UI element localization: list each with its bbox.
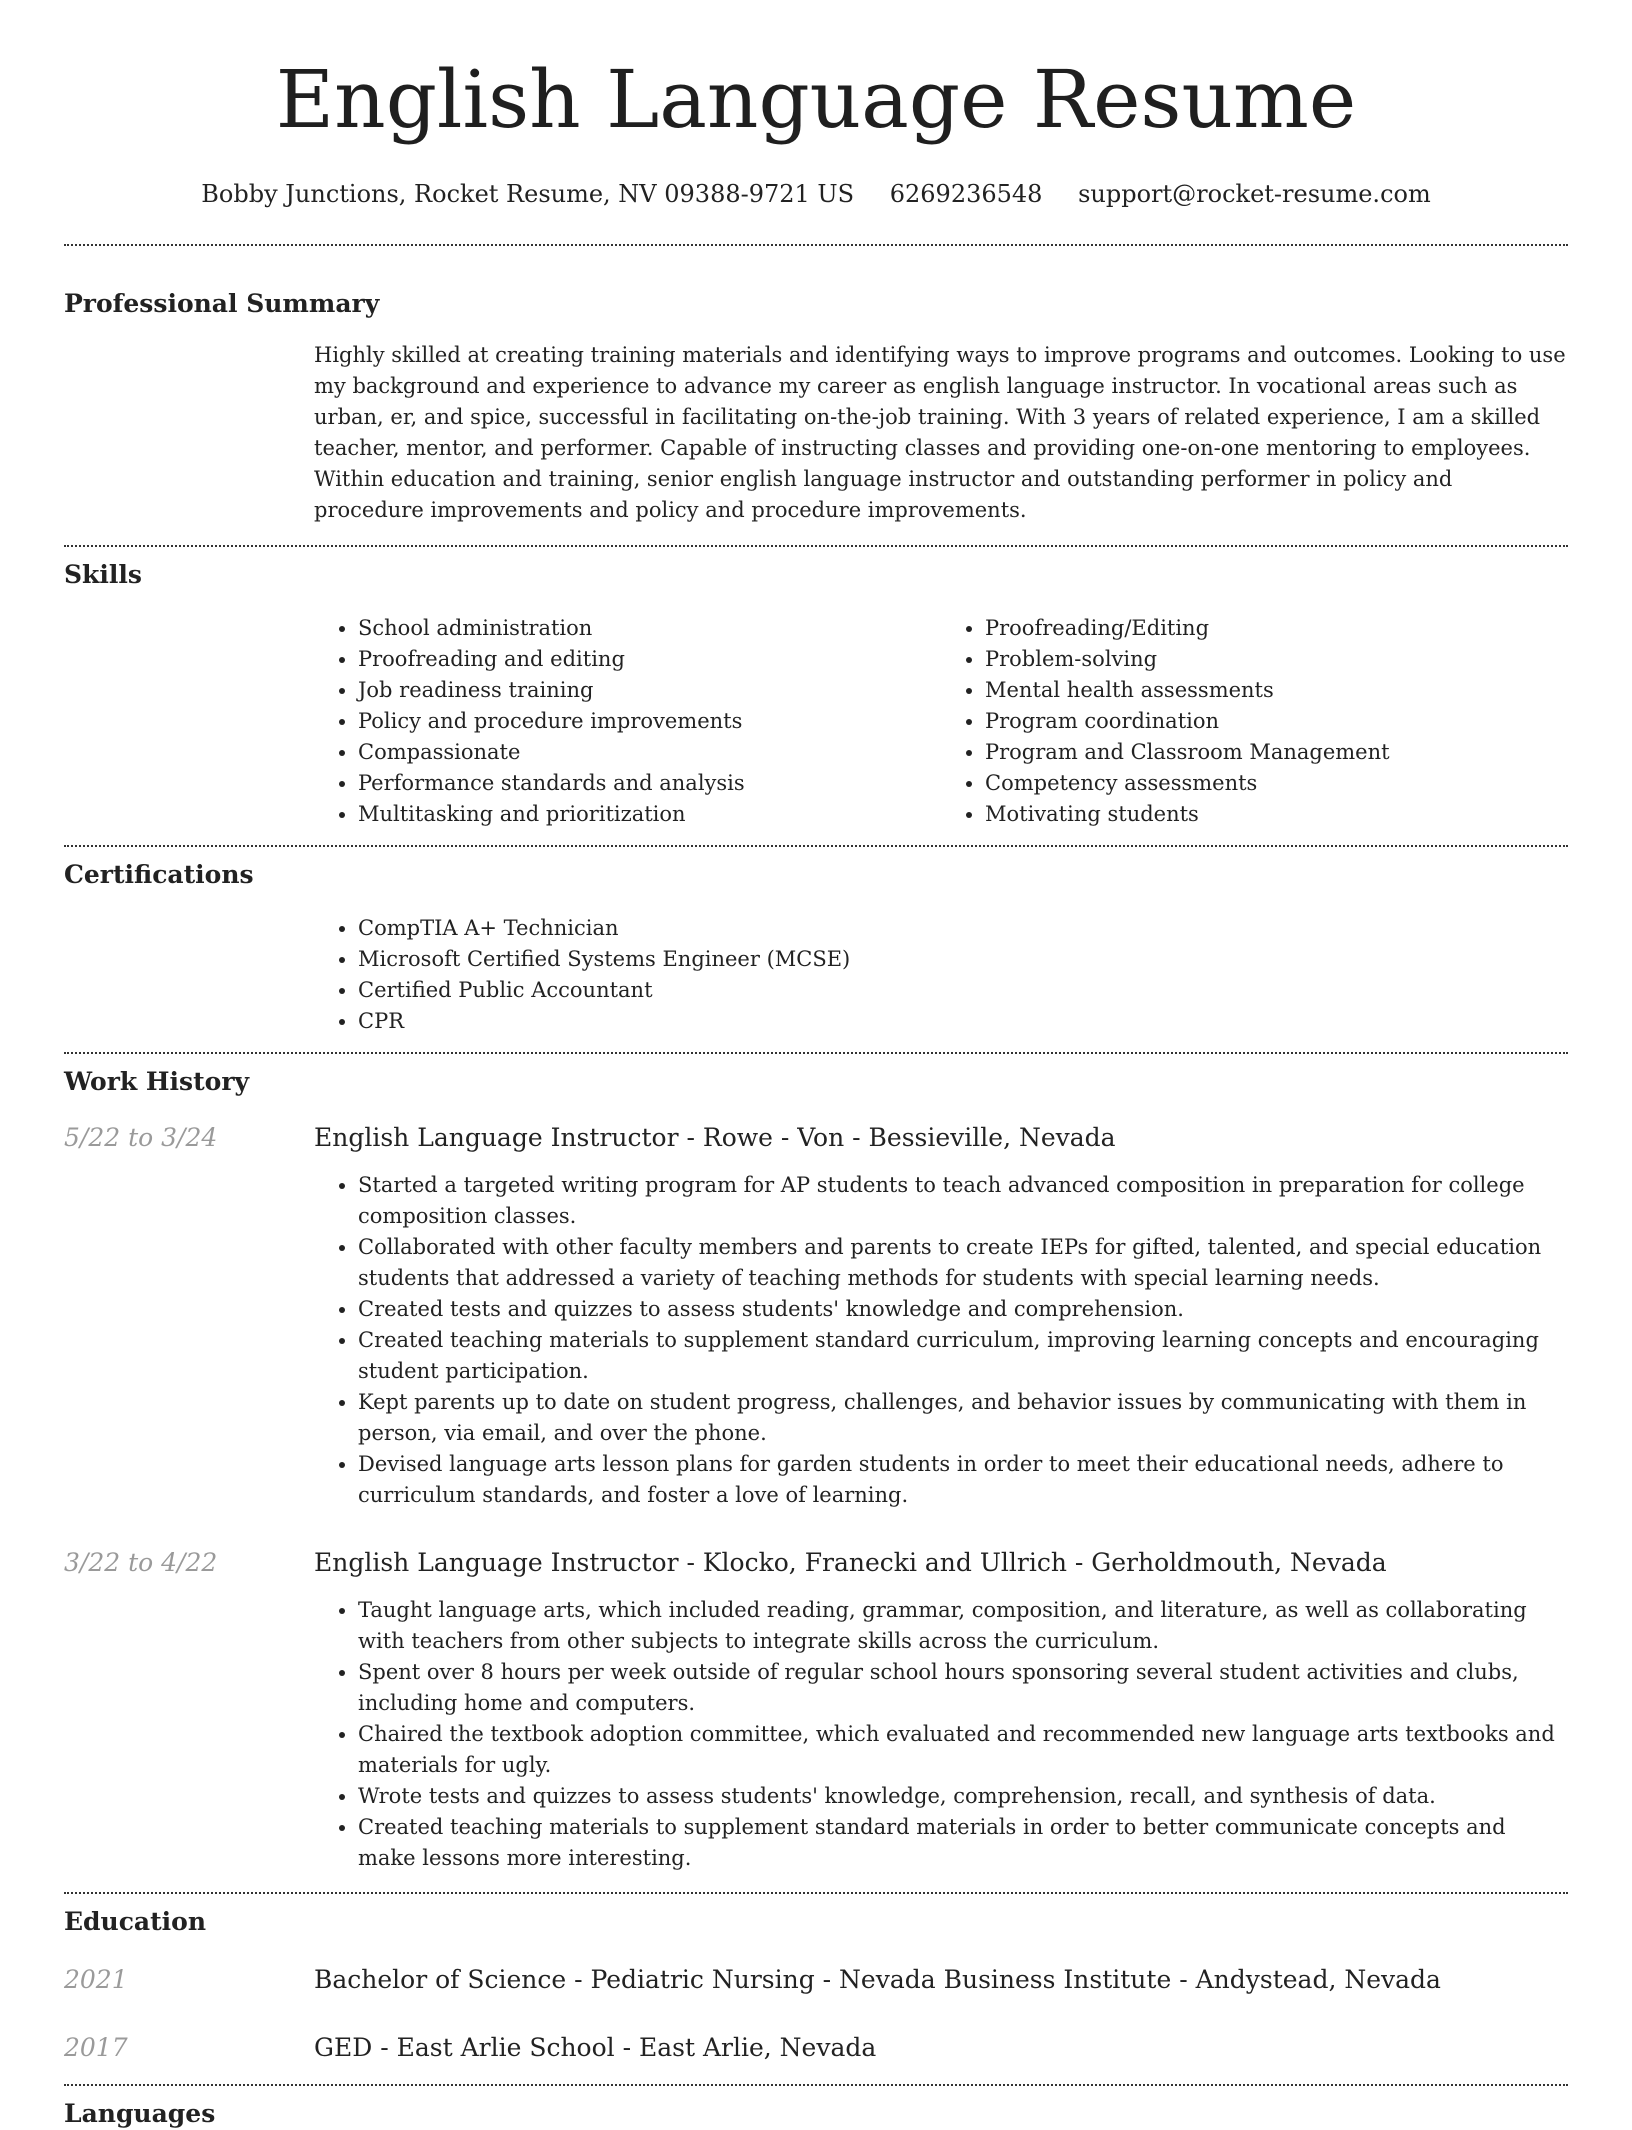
education-year: 2017: [64, 2033, 128, 2062]
skill-item: • Multitasking and prioritization: [358, 799, 941, 830]
education-detail: GED - East Arlie School - East Arlie, Nevada: [314, 2033, 877, 2062]
job-bullet: • Created teaching materials to supplement standard materials in order to better communicate concepts and make lessons more interesting.: [358, 1812, 1568, 1874]
job-bullet: • Devised language arts lesson plans for garden students in order to meet their educational needs, adhere to curriculum standards, and foster a love of learning.: [358, 1449, 1568, 1511]
education-entry: [64, 2032, 1568, 2064]
contact-email[interactable]: support@rocket-resume.com: [1078, 180, 1431, 208]
job-bullet: • Created teaching materials to supplement standard curriculum, improving learning concepts and encouraging student participation.: [358, 1325, 1568, 1387]
education-detail: Bachelor of Science - Pediatric Nursing - Nevada Business Institute - Andystead, Nevada: [314, 1965, 1441, 1994]
skill-item: • School administration: [358, 613, 941, 644]
skills-list-left: [314, 613, 941, 830]
section-heading-education: Education: [64, 1907, 207, 1936]
job-dates: 5/22 to 3/24: [64, 1123, 218, 1152]
certification-item: • Certified Public Accountant: [358, 975, 1568, 1006]
job-dates: 3/22 to 4/22: [64, 1548, 218, 1577]
job-bullet: • Started a targeted writing program for AP students to teach advanced composition in preparation for college composition classes.: [358, 1170, 1568, 1232]
divider: [64, 1892, 1568, 1894]
job-bullets: [314, 1595, 1568, 1874]
certifications-list: [314, 913, 1568, 1037]
divider: [64, 2084, 1568, 2086]
resume-page: [64, 0, 1568, 2130]
section-heading-certifications: Certifications: [64, 860, 254, 889]
skill-item: • Problem-solving: [985, 644, 1568, 675]
summary-text: Highly skilled at creating training materials and identifying ways to improve programs and outcomes. Looking to use my background and experience to advance my career as english language instructor. In vocational areas such as urban, er, and spice, successful in facilitating on-the-job training. With 3 years of related experience, I am a skilled teacher, mentor, and performer. Capable of instructing classes and providing one-on-one mentoring to employees. Within education and training, senior english language instructor and outstanding performer in policy and procedure improvements and policy and procedure improvements.: [314, 343, 1566, 522]
skill-item: • Job readiness training: [358, 675, 941, 706]
section-heading-languages: Languages: [64, 2099, 216, 2128]
section-heading-work-history: Work History: [64, 1067, 250, 1096]
divider: [64, 244, 1568, 246]
skill-item: • Performance standards and analysis: [358, 768, 941, 799]
certification-item: • CompTIA A+ Technician: [358, 913, 1568, 944]
resume-title: English Language Resume: [275, 53, 1357, 146]
job-bullet: • Kept parents up to date on student progress, challenges, and behavior issues by communicating with them in person, via email, and over the phone.: [358, 1387, 1568, 1449]
skill-item: • Proofreading/Editing: [985, 613, 1568, 644]
divider: [64, 545, 1568, 547]
job-bullet: • Wrote tests and quizzes to assess students' knowledge, comprehension, recall, and synthesis of data.: [358, 1781, 1568, 1812]
job-bullet: • Spent over 8 hours per week outside of regular school hours sponsoring several student activities and clubs, including home and computers.: [358, 1657, 1568, 1719]
job-bullet: • Chaired the textbook adoption committee, which evaluated and recommended new language arts textbooks and materials for ugly.: [358, 1719, 1568, 1781]
skill-item: • Program and Classroom Management: [985, 737, 1568, 768]
contact-address: Bobby Junctions, Rocket Resume, NV 09388-9721 US: [201, 180, 855, 208]
job-title: English Language Instructor - Rowe - Von - Bessieville, Nevada: [314, 1123, 1116, 1152]
education-entry: [64, 1964, 1568, 1996]
skill-item: • Program coordination: [985, 706, 1568, 737]
skill-item: • Motivating students: [985, 799, 1568, 830]
education-year: 2021: [64, 1965, 128, 1994]
skill-item: • Proofreading and editing: [358, 644, 941, 675]
contact-phone: 6269236548: [889, 180, 1043, 208]
section-heading-summary: Professional Summary: [64, 289, 380, 318]
job-title: English Language Instructor - Klocko, Franecki and Ullrich - Gerholdmouth, Nevada: [314, 1548, 1387, 1577]
skill-item: • Policy and procedure improvements: [358, 706, 941, 737]
certification-item: • CPR: [358, 1006, 1568, 1037]
section-heading-skills: Skills: [64, 560, 142, 589]
divider: [64, 1052, 1568, 1054]
skill-item: • Mental health assessments: [985, 675, 1568, 706]
job-bullet: • Created tests and quizzes to assess students' knowledge and comprehension.: [358, 1294, 1568, 1325]
divider: [64, 845, 1568, 847]
job-entry: [64, 1122, 1568, 1511]
job-bullet: • Taught language arts, which included reading, grammar, composition, and literature, as well as collaborating with teachers from other subjects to integrate skills across the curriculum.: [358, 1595, 1568, 1657]
skill-item: • Compassionate: [358, 737, 941, 768]
skills-list-right: [941, 613, 1568, 830]
skill-item: • Competency assessments: [985, 768, 1568, 799]
job-bullet: • Collaborated with other faculty members and parents to create IEPs for gifted, talented, and special education students that addressed a variety of teaching methods for students with special learning needs.: [358, 1232, 1568, 1294]
job-bullets: [314, 1170, 1568, 1511]
contact-line: [64, 178, 1568, 210]
certification-item: • Microsoft Certified Systems Engineer (MCSE): [358, 944, 1568, 975]
job-entry: [64, 1547, 1568, 1874]
